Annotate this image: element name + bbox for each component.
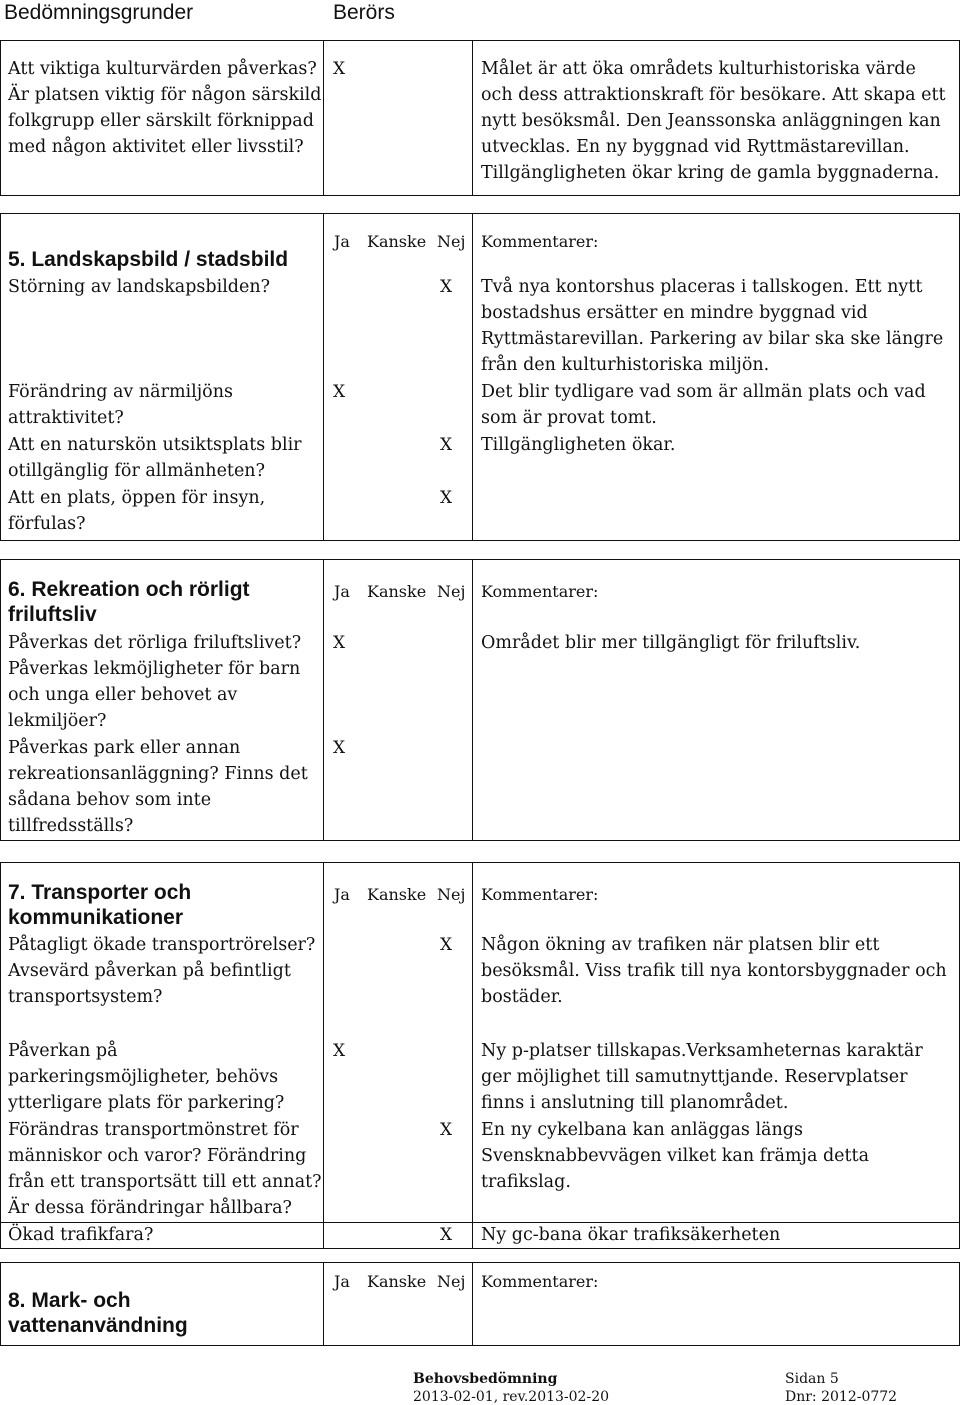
table-border [0, 840, 960, 841]
question-lekmojligheter: Påverkas lekmöjligheter för barn och unga eller behovet av lekmiljöer? [8, 659, 301, 731]
header-bedomningsgrunder: Bedömningsgrunder [4, 1, 194, 24]
table-border [0, 1262, 1, 1346]
table-border [0, 213, 960, 214]
column-header-ja: Ja [334, 1272, 350, 1291]
question-utsiktsplats: Att en naturskön utsiktsplats blir otillgänglig för allmänheten? [8, 435, 302, 481]
comment-parkering: Ny p-platser tillskapas.Verksamheternas karaktär ger möjlighet till samutnyttjande. Reservplatser finns i anslutning till planområdet. [481, 1041, 923, 1113]
table-border [0, 862, 1, 1249]
comment-utsiktsplats: Tillgängligheten ökar. [481, 435, 676, 455]
table-divider [323, 862, 324, 1249]
question-friluftsliv: Påverkas det rörliga friluftslivet? [8, 633, 302, 653]
table-border [0, 40, 1, 196]
column-header-nej: Nej [437, 232, 466, 251]
column-header-nej: Nej [437, 582, 466, 601]
comment-transportrorelser: Någon ökning av trafiken när platsen blir ett besöksmål. Viss trafik till nya kontorsbyggnader och bostäder. [481, 935, 947, 1007]
table-divider [472, 1262, 473, 1346]
table-border [0, 540, 960, 541]
comment-kulturvarden: Målet är att öka områdets kulturhistoriska värde och dess attraktionskraft för besökare. Att skapa ett nytt besöksmål. Den Jeanssonska anläggningen kan utvecklas. En ny byggnad vid Ryttmästarevillan. Tillgängligheten ökar kring de gamla byggnaderna. [481, 59, 946, 183]
comment-trafikfara: Ny gc-bana ökar trafiksäkerheten [481, 1225, 781, 1245]
mark-ja: X [333, 633, 346, 653]
header-berors: Berörs [333, 1, 395, 24]
table-divider [472, 40, 473, 196]
table-divider [472, 559, 473, 841]
section-title: 8. Mark- och vattenanvändning [8, 1289, 188, 1337]
column-header-kommentarer: Kommentarer: [481, 1272, 599, 1291]
column-header-kanske: Kanske [367, 1272, 427, 1291]
table-divider [472, 862, 473, 1249]
question-transportrorelser: Påtagligt ökade transportrörelser? Avsevärd påverkan på befintligt transportsystem? [8, 935, 316, 1007]
comment-transportmonster: En ny cykelbana kan anläggas längs Svensknabbevvägen vilket kan främja detta trafikslag. [481, 1120, 870, 1192]
footer-date: 2013-02-01, rev.2013-02-20 [413, 1389, 610, 1405]
mark-ja: X [333, 738, 346, 758]
table-border [0, 1248, 960, 1249]
footer-doc-title: Behovsbedömning [413, 1371, 558, 1387]
column-header-kanske: Kanske [367, 582, 427, 601]
table-divider [323, 213, 324, 541]
mark-nej: X [440, 1225, 453, 1245]
footer-dnr: Dnr: 2012-0772 [785, 1389, 898, 1405]
section-title: 7. Transporter och kommunikationer [8, 881, 192, 929]
table-divider [472, 213, 473, 541]
column-header-kanske: Kanske [367, 885, 427, 904]
table-border [0, 559, 960, 560]
column-header-kommentarer: Kommentarer: [481, 582, 599, 601]
question-narmiljo: Förändring av närmiljöns attraktivitet? [8, 382, 233, 428]
column-header-ja: Ja [334, 885, 350, 904]
table-border [0, 40, 960, 41]
mark-nej: X [440, 277, 453, 297]
footer-page-number: Sidan 5 [785, 1371, 839, 1387]
question-transportmonster: Förändras transportmönstret för människor och varor? Förändring från ett transportsätt till ett annat? Är dessa förändringar hållbara? [8, 1120, 322, 1218]
table-border [0, 195, 960, 196]
table-border [0, 1345, 960, 1346]
column-header-kommentarer: Kommentarer: [481, 232, 599, 251]
table-border [0, 862, 960, 863]
table-divider [323, 40, 324, 196]
column-header-kanske: Kanske [367, 232, 427, 251]
mark-ja: X [333, 59, 346, 79]
mark-nej: X [440, 935, 453, 955]
question-landskapsbild: Störning av landskapsbilden? [8, 277, 271, 297]
mark-nej: X [440, 1120, 453, 1140]
comment-narmiljo: Det blir tydligare vad som är allmän plats och vad som är provat tomt. [481, 382, 926, 428]
question-parkering: Påverkan på parkeringsmöjligheter, behövs ytterligare plats för parkering? [8, 1041, 285, 1113]
table-divider [323, 559, 324, 841]
column-header-kommentarer: Kommentarer: [481, 885, 599, 904]
section-title: 5. Landskapsbild / stadsbild [8, 248, 289, 271]
mark-nej: X [440, 488, 453, 508]
comment-friluftsliv: Området blir mer tillgängligt för friluftsliv. [481, 633, 861, 653]
column-header-nej: Nej [437, 1272, 466, 1291]
mark-nej: X [440, 435, 453, 455]
question-trafikfara: Ökad trafikfara? [8, 1225, 154, 1245]
table-border [0, 213, 1, 541]
table-divider [323, 1262, 324, 1346]
mark-ja: X [333, 1041, 346, 1061]
comment-landskapsbild: Två nya kontorshus placeras i tallskogen. Ett nytt bostadshus ersätter en mindre byggnad vid Ryttmästarevillan. Parkering av bilar ska ske längre från den kulturhistoriska miljön. [481, 277, 944, 375]
table-border [0, 559, 1, 841]
column-header-ja: Ja [334, 582, 350, 601]
mark-ja: X [333, 382, 346, 402]
column-header-nej: Nej [437, 885, 466, 904]
question-park: Påverkas park eller annan rekreationsanläggning? Finns det sådana behov som inte tillfredsställs? [8, 738, 308, 836]
section-title: 6. Rekreation och rörligt friluftsliv [8, 578, 250, 626]
question-kulturvarden: Att viktiga kulturvärden påverkas? Är platsen viktig för någon särskild folkgrupp eller särskilt förknippad med någon aktivitet eller livsstil? [8, 59, 322, 157]
question-forfulas: Att en plats, öppen för insyn, förfulas? [8, 488, 266, 534]
table-border [0, 1262, 960, 1263]
column-header-ja: Ja [334, 232, 350, 251]
